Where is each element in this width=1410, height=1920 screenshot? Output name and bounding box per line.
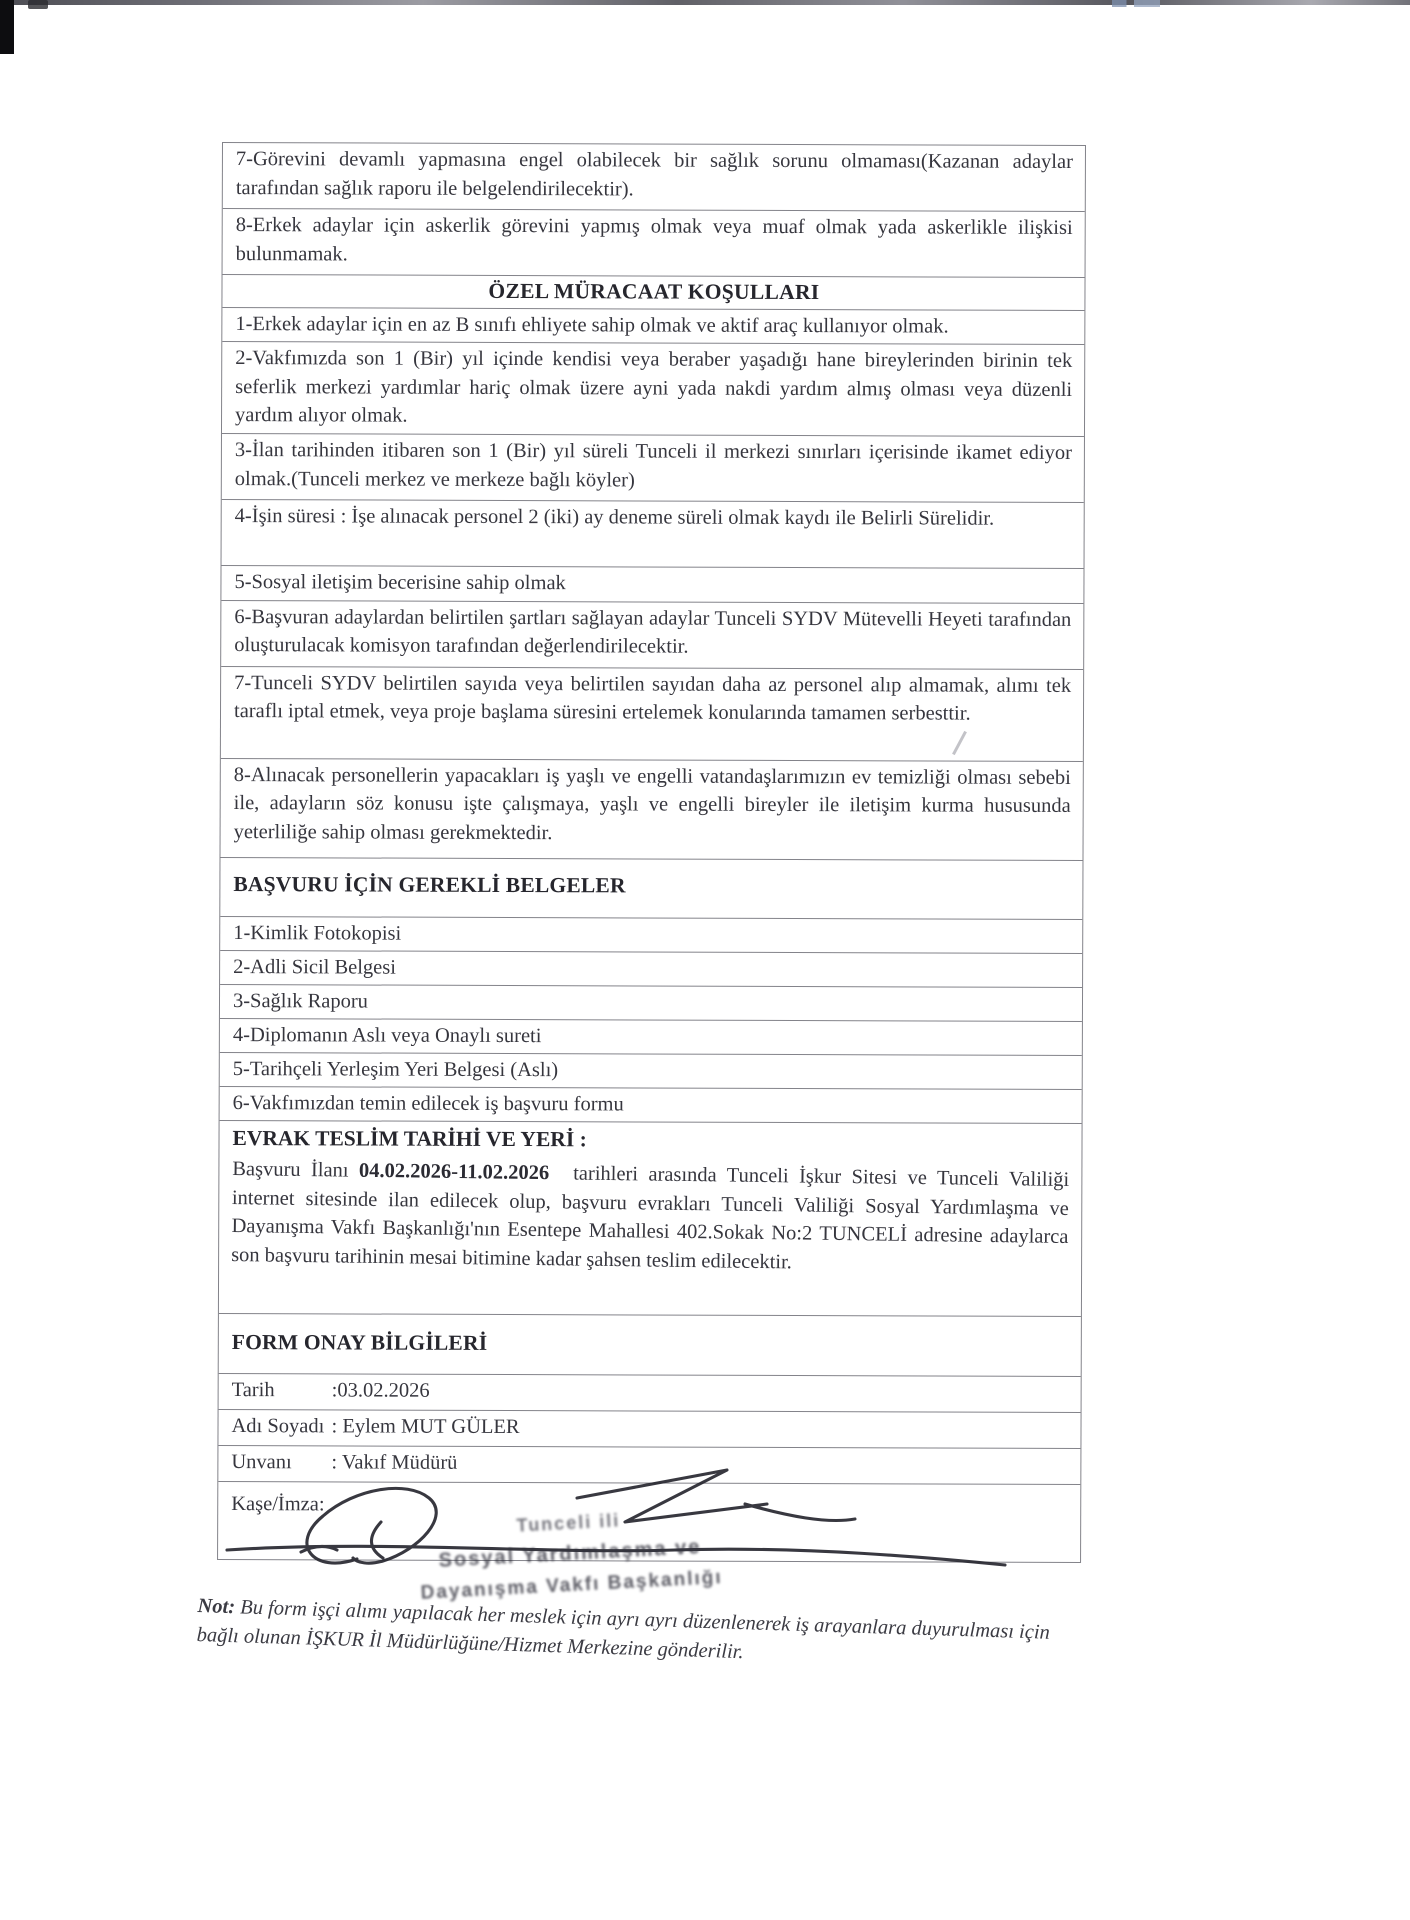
approval-value: : Vakıf Müdürü <box>331 1450 458 1474</box>
special-item-row: 4-İşin süresi : İşe alınacak personel 2 (iki) ay deneme süreli olmak kaydı ile Belirli Sürelidir. <box>222 500 1084 569</box>
approval-row-unvani <box>218 1445 1080 1484</box>
document-item-row: 2-Adli Sicil Belgesi <box>220 951 1082 988</box>
special-item-row: 2-Vakfımızda son 1 (Bir) yıl içinde kendisi veya beraber yaşadığı hane bireylerinden birinin tek seferlik merkezi yardımlar hariç olmak üzere ayni yada nakdi yardım almış olması veya düzenli yardım alıyor olmak. <box>222 342 1084 437</box>
document-item-row: 1-Kimlik Fotokopisi <box>220 917 1082 954</box>
document-item-row: 3-Sağlık Raporu <box>220 985 1082 1022</box>
approval-label: Adı Soyadı <box>231 1414 325 1437</box>
documents-title: BAŞVURU İÇİN GEREKLİ BELGELER <box>220 857 1082 920</box>
form-table <box>217 142 1086 1563</box>
footer-note <box>196 1592 1079 1678</box>
submission-cell <box>219 1121 1082 1317</box>
document-item-row: 5-Tarihçeli Yerleşim Yeri Belgesi (Aslı) <box>220 1053 1082 1090</box>
submission-lead: Başvuru İlanı <box>232 1158 360 1182</box>
approval-title: FORM ONAY BİLGİLERİ <box>219 1314 1081 1377</box>
approval-row-kase-imza <box>218 1481 1080 1562</box>
submission-title: EVRAK TESLİM TARİHİ VE YERİ : <box>232 1126 587 1152</box>
submission-dates: 04.02.2026-11.02.2026 <box>358 1159 550 1185</box>
stamp-line: Dayanışma Vakfı Başkanlığı <box>420 1567 724 1604</box>
approval-label: Unvanı <box>231 1450 292 1473</box>
stamp-line: Tunceli ili <box>516 1510 621 1536</box>
approval-row-adi-soyadi <box>218 1409 1080 1448</box>
special-item-row: 8-Alınacak personellerin yapacakları iş yaşlı ve engelli vatandaşlarımızın ev temizliği olması sebebi ile, adayların söz konusu işte çalışmaya, yaşlı ve engelli bireyler ile iletişim kurma hususunda yeterliliğe sahip olması gerekmektedir. <box>221 758 1083 860</box>
special-item-row: 5-Sosyal iletişim becerisine sahip olmak <box>221 566 1083 604</box>
approval-row-tarih <box>219 1373 1081 1412</box>
special-item-row: 3-İlan tarihinden itibaren son 1 (Bir) yıl süreli Tunceli il merkezi sınırları içerisinde ikamet ediyor olmak.(Tunceli merkez ve merkeze bağlı köyler) <box>222 434 1084 503</box>
scan-artifact-top-strip <box>0 0 1410 5</box>
approval-label: Kaşe/İmza: <box>231 1492 325 1515</box>
scan-artifact-blue-marks <box>1112 0 1160 7</box>
approval-label: Tarih <box>231 1378 275 1401</box>
footer-note-text: Bu form işçi alımı yapılacak her meslek için ayrı ayrı düzenlenerek iş arayanlara duyurulması için bağlı olunan İŞKUR İl Müdürlüğüne/Hizmet Merkezine gönderilir. <box>196 1596 1051 1664</box>
special-item-row: 1-Erkek adaylar için en az B sınıfı ehliyete sahip olmak ve aktif araç kullanıyor olmak. <box>222 308 1084 346</box>
stamp-line: Sosyal Yardımlaşma ve <box>438 1536 702 1572</box>
special-conditions-title: ÖZEL MÜRACAAT KOŞULLARI <box>222 275 1084 311</box>
footer-note-label: Not: <box>197 1594 236 1619</box>
document-item-row: 4-Diplomanın Aslı veya Onaylı sureti <box>220 1019 1082 1056</box>
submission-paragraph <box>231 1155 1069 1280</box>
approval-value: : Eylem MUT GÜLER <box>331 1414 520 1438</box>
scan-artifact-corner-block <box>0 0 14 54</box>
general-item-row: 8-Erkek adaylar için askerlik görevini yapmış olmak veya muaf olmak yada askerlikle ilişkisi bulunmamak. <box>223 209 1085 278</box>
approval-value: :03.02.2026 <box>331 1378 430 1402</box>
scan-artifact-corner-smudge <box>28 0 48 9</box>
special-item-row: 6-Başvuran adaylardan belirtilen şartları sağlayan adaylar Tunceli SYDV Mütevelli Heyeti tarafından oluşturulacak komisyon tarafından değerlendirilecektir. <box>221 601 1083 670</box>
submission-rest: tarihleri arasında Tunceli İşkur Sitesi ve Tunceli Valiliği internet sitesinde ilan edilecek olup, başvuru evrakları Tunceli Valiliği Sosyal Yardımlaşma ve Dayanışma Vakfı Başkanlığı'nın Esentepe Mahallesi 402.Sokak No:2 TUNCELİ adresine adaylarca son başvuru tarihinin mesai bitimine kadar şahsen teslim edilecektir. <box>231 1162 1070 1273</box>
special-item-row: 7-Tunceli SYDV belirtilen sayıda veya belirtilen sayıdan daha az personel alıp almamak, alımı tek taraflı iptal etmek, veya proje başlama süresini ertelemek konularında tamamen serbesttir. <box>221 667 1083 762</box>
general-item-row: 7-Görevini devamlı yapmasına engel olabilecek bir sağlık sorunu olmaması(Kazanan adaylar tarafından sağlık raporu ile belgelendirilecektir). <box>223 143 1085 212</box>
document-item-row: 6-Vakfımızdan temin edilecek iş başvuru formu <box>220 1087 1082 1124</box>
